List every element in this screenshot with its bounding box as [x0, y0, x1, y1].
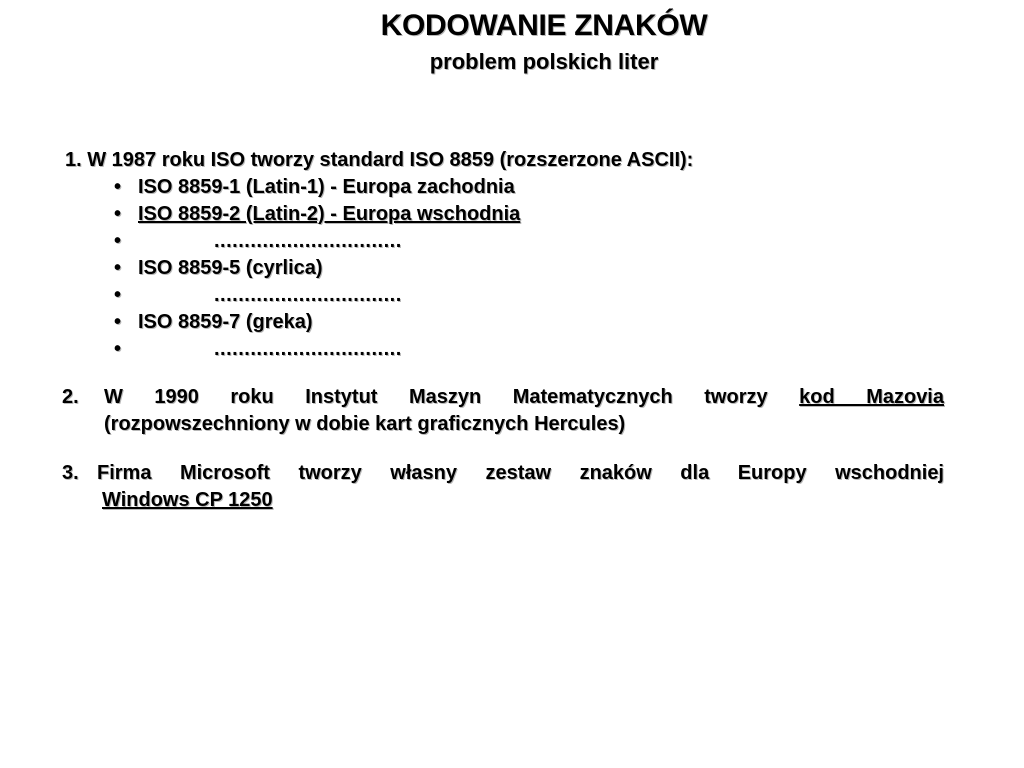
bullet-icon: •: [114, 230, 122, 252]
item-line: Firma Microsoft tworzy własny zestaw znaków dla Europy wschodniej: [97, 462, 944, 484]
bullet-icon: •: [114, 284, 122, 306]
list-item-label: ISO 8859-5 (cyrlica): [138, 257, 323, 279]
item-line: (rozpowszechniony w dobie kart graficznych Hercules): [104, 413, 626, 435]
list-item: [114, 201, 520, 228]
list-item-2: [62, 384, 944, 438]
item-line: [62, 487, 944, 514]
item-number: 3.: [62, 462, 79, 484]
list-item: [114, 336, 520, 363]
bullet-icon: •: [114, 203, 122, 225]
mazovia-link-text: kod Mazovia: [799, 386, 944, 408]
list-item-3: [62, 460, 944, 514]
list-item-label: ISO 8859-1 (Latin-1) - Europa zachodnia: [138, 176, 515, 198]
iso-standards-list: [114, 174, 520, 363]
list-item: [114, 282, 520, 309]
list-item-1: 1. W 1987 roku ISO tworzy standard ISO 8859 (rozszerzone ASCII):: [65, 149, 694, 171]
bullet-icon: •: [114, 338, 122, 360]
slide-title: KODOWANIE ZNAKÓW: [380, 9, 708, 42]
item-text: W 1990 roku Instytut Maszyn Matematycznych tworzy: [104, 386, 768, 408]
item-number: 2.: [62, 386, 79, 408]
list-item: [114, 174, 520, 201]
list-item-placeholder: ...............................: [214, 338, 402, 360]
list-item: [114, 228, 520, 255]
item-line: [62, 384, 944, 411]
list-item-label: ISO 8859-2 (Latin-2) - Europa wschodnia: [138, 203, 521, 225]
bullet-icon: •: [114, 311, 122, 333]
slide-subtitle: problem polskich liter: [429, 49, 659, 74]
list-item: [114, 255, 520, 282]
list-item-placeholder: ...............................: [214, 284, 402, 306]
windows-cp1250-text: Windows CP 1250: [102, 489, 273, 511]
list-item: [114, 309, 520, 336]
bullet-icon: •: [114, 176, 122, 198]
list-item-placeholder: ...............................: [214, 230, 402, 252]
list-item-label: ISO 8859-7 (greka): [138, 311, 313, 333]
bullet-icon: •: [114, 257, 122, 279]
